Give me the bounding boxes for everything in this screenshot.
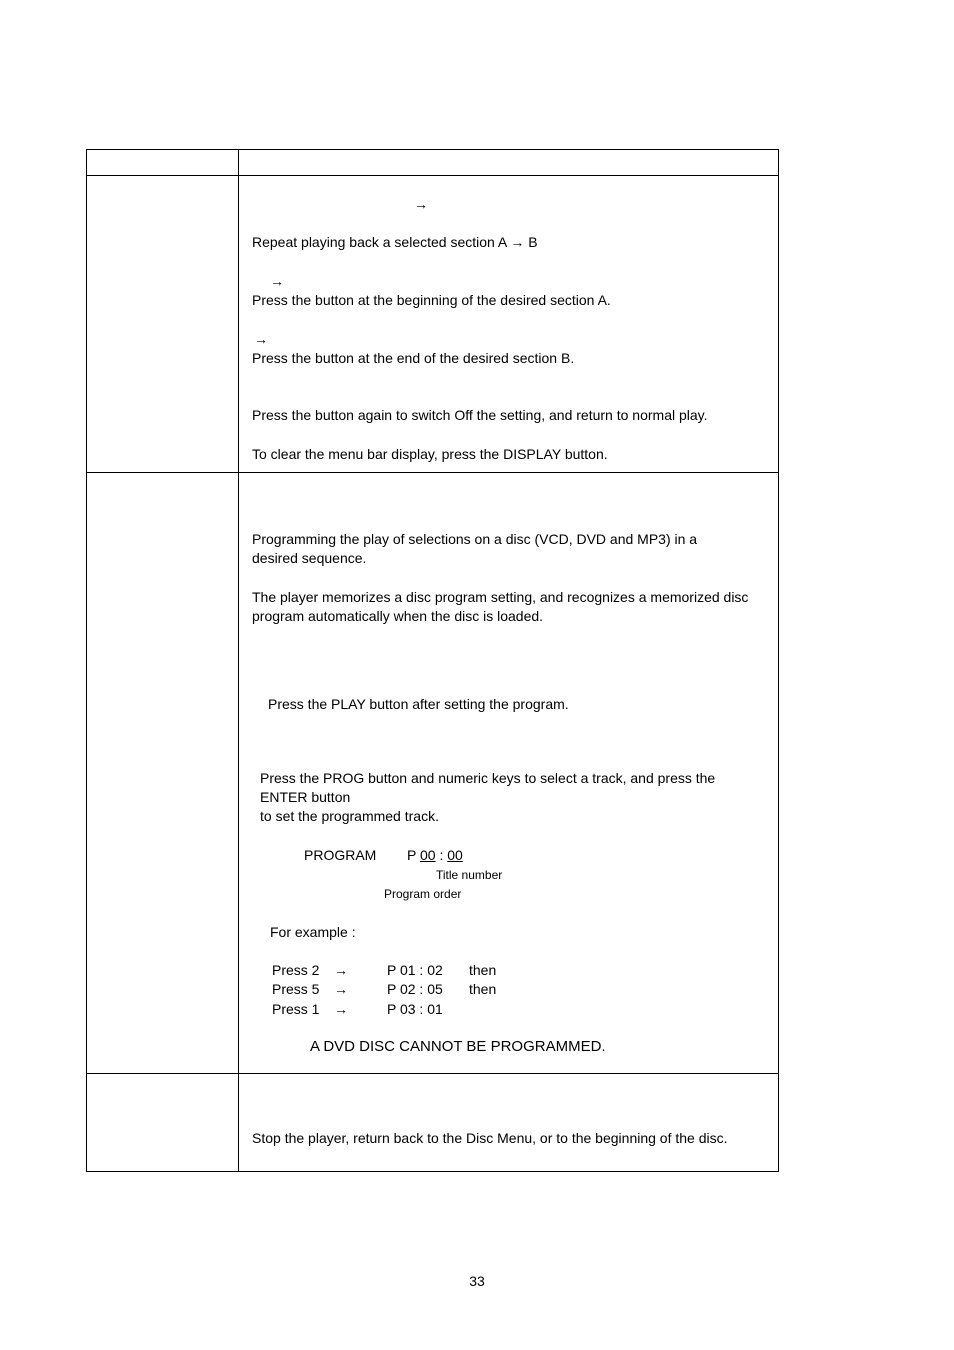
title-number-caption: Title number <box>436 868 503 882</box>
program-instruction-line: to set the programmed track. <box>260 808 439 824</box>
example-press: Press 1 <box>272 1001 320 1017</box>
repeat-step-off: Press the button again to switch Off the setting, and return to normal play. <box>252 407 708 423</box>
program-display-value: P 00 : 00 <box>407 847 463 863</box>
column-divider <box>238 150 239 1171</box>
example-press: Press 2 <box>272 962 320 978</box>
example-label: For example : <box>270 924 356 940</box>
arrow-right-icon: → <box>414 196 428 212</box>
repeat-step-b: Press the button at the end of the desired section B. <box>252 350 575 366</box>
example-then: then <box>469 962 497 978</box>
row-divider <box>87 1073 778 1074</box>
arrow-right-icon: → <box>270 273 284 289</box>
example-result: P 03 : 01 <box>387 1001 443 1017</box>
page-number: 33 <box>469 1273 485 1289</box>
example-press: Press 5 <box>272 981 320 997</box>
program-description-line: desired sequence. <box>252 550 367 566</box>
table-header-divider <box>87 175 778 176</box>
program-play-note: Press the PLAY button after setting the program. <box>268 696 569 712</box>
example-result: P 02 : 05 <box>387 981 443 997</box>
repeat-ab-description: Repeat playing back a selected section A → B <box>252 234 538 250</box>
arrow-right-icon: → <box>254 331 268 347</box>
arrow-right-icon: → <box>334 981 348 997</box>
program-memory-line: program automatically when the disc is loaded. <box>252 608 544 624</box>
repeat-clear-note: To clear the menu bar display, press the DISPLAY button. <box>252 446 608 462</box>
example-result: P 01 : 02 <box>387 962 443 978</box>
arrow-right-icon: → <box>334 1001 348 1017</box>
program-memory-line: The player memorizes a disc program setting, and recognizes a memorized disc <box>252 589 749 605</box>
arrow-right-icon: → <box>334 962 348 978</box>
repeat-step-a: Press the button at the beginning of the desired section A. <box>252 292 611 308</box>
program-order-caption: Program order <box>384 887 462 901</box>
example-then: then <box>469 981 497 997</box>
program-instruction-line: ENTER button <box>260 789 351 805</box>
arrow-right-icon: → <box>510 234 525 250</box>
program-instruction-line: Press the PROG button and numeric keys to select a track, and press the <box>260 770 716 786</box>
stop-description: Stop the player, return back to the Disc Menu, or to the beginning of the disc. <box>252 1130 728 1146</box>
dvd-note: A DVD DISC CANNOT BE PROGRAMMED. <box>310 1038 606 1055</box>
program-display-label: PROGRAM <box>304 847 377 863</box>
program-description-line: Programming the play of selections on a disc (VCD, DVD and MP3) in a <box>252 531 698 547</box>
row-divider <box>87 472 778 473</box>
